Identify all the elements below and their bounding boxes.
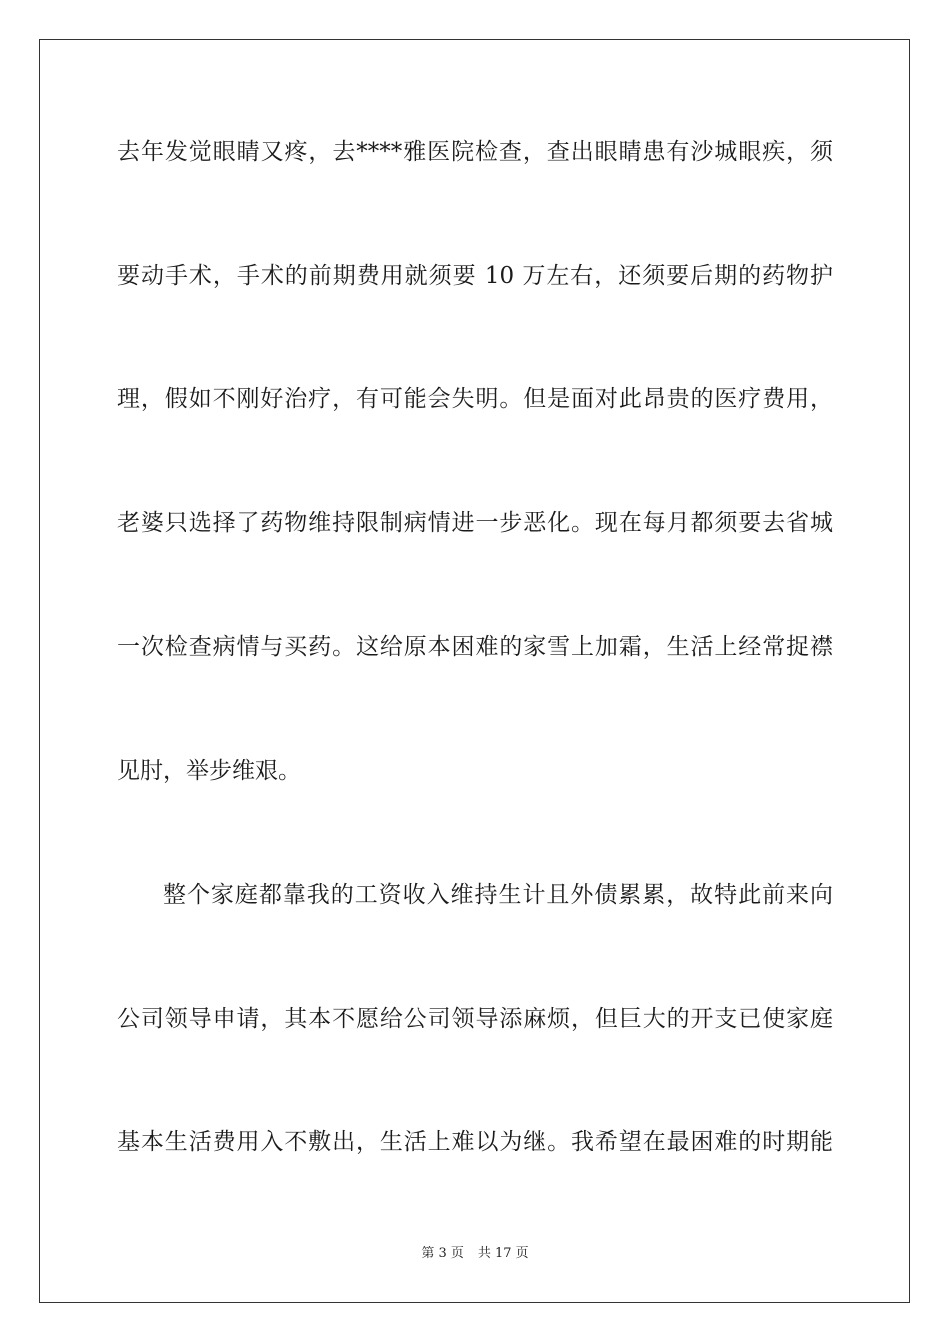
- paragraph-2-line-1: 整个家庭都靠我的工资收入维持生计且外债累累，故特此前来向: [163, 882, 833, 908]
- body-line-4: 老婆只选择了药物维持限制病情进一步恶化。现在每月都须要去省城: [117, 510, 833, 536]
- body-line-8: 公司领导申请，其本不愿给公司领导添麻烦，但巨大的开支已使家庭: [117, 1006, 833, 1032]
- page-number: 第 3 页: [421, 1246, 464, 1261]
- body-line-9: 基本生活费用入不敷出，生活上难以为继。我希望在最困难的时期能: [117, 1129, 833, 1155]
- body-line-2: 要动手术，手术的前期费用就须要 10 万左右，还须要后期的药物护: [117, 263, 833, 289]
- page-total: 共 17 页: [477, 1246, 529, 1261]
- body-line-6: 见肘，举步维艰。: [117, 758, 301, 784]
- page-border: [39, 39, 910, 1303]
- body-line-1: 去年发觉眼睛又疼，去****雅医院检查，查出眼睛患有沙城眼疾，须: [117, 139, 833, 165]
- page-footer: [0, 1245, 950, 1263]
- body-line-5: 一次检查病情与买药。这给原本困难的家雪上加霜，生活上经常捉襟: [117, 634, 833, 660]
- body-line-3: 理，假如不刚好治疗，有可能会失明。但是面对此昂贵的医疗费用，: [117, 386, 833, 412]
